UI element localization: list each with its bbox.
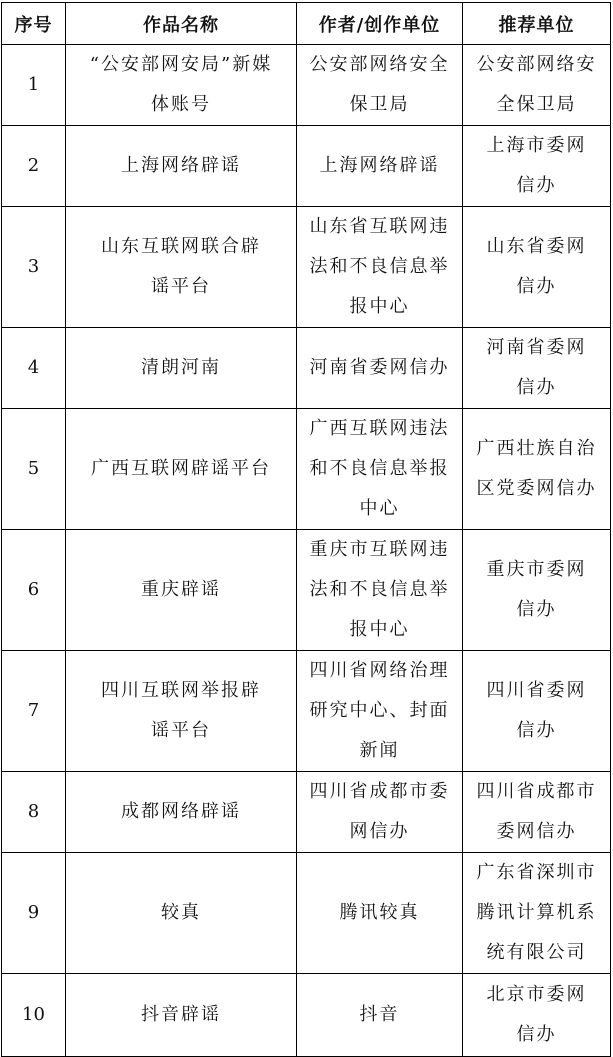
- header-row: [2, 3, 611, 45]
- row-work-name: 抖音辟谣: [66, 974, 297, 1057]
- table-row: [2, 409, 611, 530]
- table-row: [2, 974, 611, 1057]
- row-no: 1: [2, 45, 66, 126]
- row-work-name: 四川互联网举报辟谣平台: [66, 651, 297, 772]
- row-recommender: 山东省委网信办: [463, 207, 611, 328]
- row-work-name: 广西互联网辟谣平台: [66, 409, 297, 530]
- row-no: 10: [2, 974, 66, 1057]
- row-no: 9: [2, 853, 66, 974]
- row-author: 重庆市互联网违法和不良信息举报中心: [297, 530, 463, 651]
- row-recommender: 北京市委网信办: [463, 974, 611, 1057]
- header-recommender: 推荐单位: [463, 3, 611, 45]
- table-row: [2, 207, 611, 328]
- row-author: 抖音: [297, 974, 463, 1057]
- row-no: 4: [2, 328, 66, 409]
- row-no: 8: [2, 772, 66, 853]
- row-work-name: 清朗河南: [66, 328, 297, 409]
- row-no: 3: [2, 207, 66, 328]
- table-row: [2, 651, 611, 772]
- table-row: [2, 328, 611, 409]
- works-table: [1, 2, 611, 1057]
- row-work-name: 重庆辟谣: [66, 530, 297, 651]
- table-row: [2, 772, 611, 853]
- row-recommender: 重庆市委网信办: [463, 530, 611, 651]
- row-author: 上海网络辟谣: [297, 126, 463, 207]
- row-work-name: 上海网络辟谣: [66, 126, 297, 207]
- table-row: [2, 45, 611, 126]
- row-author: 四川省成都市委网信办: [297, 772, 463, 853]
- header-no: 序号: [2, 3, 66, 45]
- row-no: 6: [2, 530, 66, 651]
- header-author: 作者/创作单位: [297, 3, 463, 45]
- row-recommender: 上海市委网信办: [463, 126, 611, 207]
- row-recommender: 公安部网络安全保卫局: [463, 45, 611, 126]
- row-work-name: “公安部网安局”新媒体账号: [66, 45, 297, 126]
- row-author: 四川省网络治理研究中心、封面新闻: [297, 651, 463, 772]
- row-recommender: 河南省委网信办: [463, 328, 611, 409]
- row-author: 腾讯较真: [297, 853, 463, 974]
- table-row: [2, 530, 611, 651]
- table-row: [2, 853, 611, 974]
- row-recommender: 四川省委网信办: [463, 651, 611, 772]
- row-author: 公安部网络安全保卫局: [297, 45, 463, 126]
- row-no: 7: [2, 651, 66, 772]
- row-no: 5: [2, 409, 66, 530]
- row-recommender: 四川省成都市委网信办: [463, 772, 611, 853]
- row-author: 河南省委网信办: [297, 328, 463, 409]
- row-work-name: 较真: [66, 853, 297, 974]
- table-row: [2, 126, 611, 207]
- row-work-name: 成都网络辟谣: [66, 772, 297, 853]
- row-author: 山东省互联网违法和不良信息举报中心: [297, 207, 463, 328]
- row-no: 2: [2, 126, 66, 207]
- row-author: 广西互联网违法和不良信息举报中心: [297, 409, 463, 530]
- row-recommender: 广东省深圳市腾讯计算机系统有限公司: [463, 853, 611, 974]
- header-work-name: 作品名称: [66, 3, 297, 45]
- row-work-name: 山东互联网联合辟谣平台: [66, 207, 297, 328]
- row-recommender: 广西壮族自治区党委网信办: [463, 409, 611, 530]
